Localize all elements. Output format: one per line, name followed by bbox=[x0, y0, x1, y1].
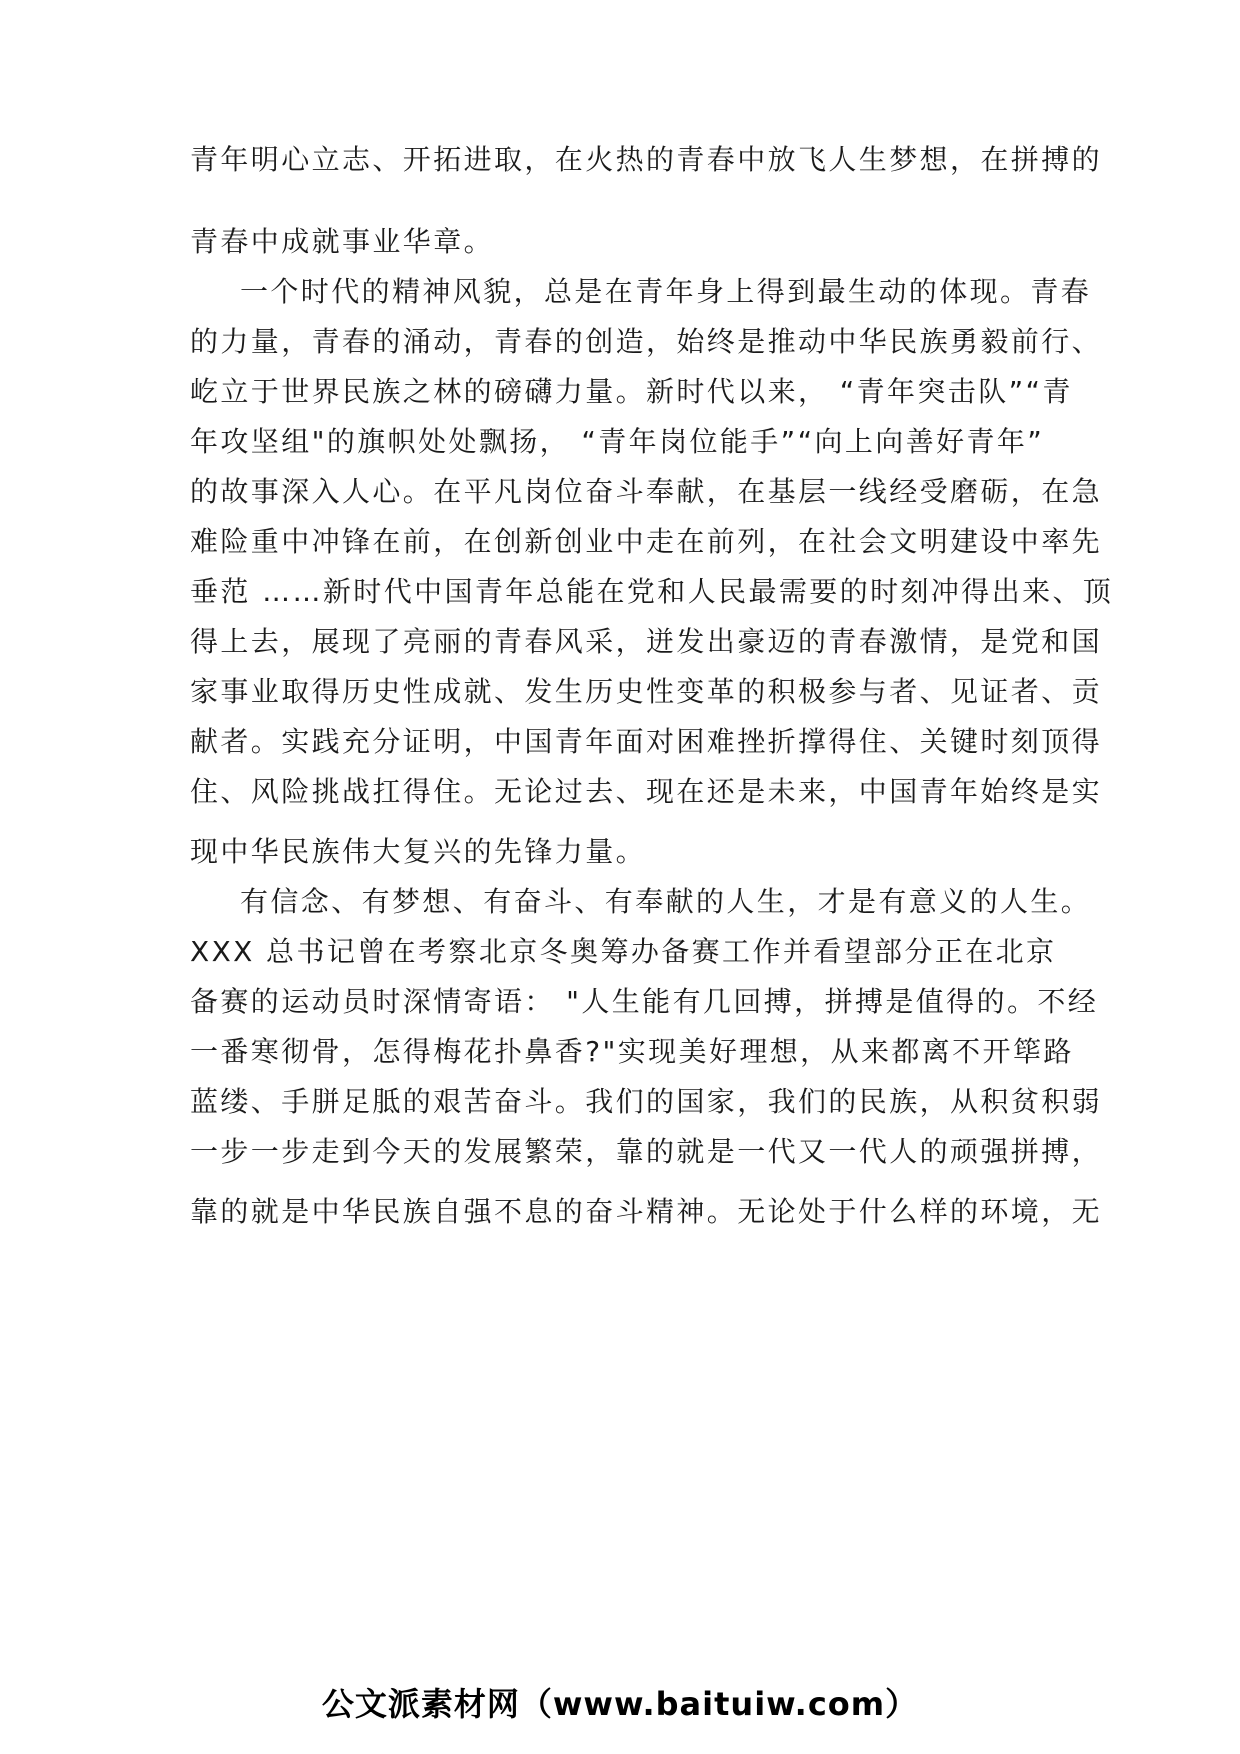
paragraph-line: 垂范 ……新时代中国青年总能在党和人民最需要的时刻冲得出来、顶 bbox=[190, 575, 1114, 608]
site-footer: 公文派素材网（www.baituiw.com） bbox=[321, 1685, 919, 1723]
paragraph-line: 青年明心立志、开拓进取，在火热的青春中放飞人生梦想，在拼搏的 bbox=[190, 143, 1103, 176]
paragraph-line: 一番寒彻骨，怎得梅花扑鼻香?"实现美好理想，从来都离不开筚路 bbox=[190, 1035, 1074, 1068]
paragraph-line: 一个时代的精神风貌，总是在青年身上得到最生动的体现。青春 bbox=[240, 275, 1092, 308]
paragraph-line: 备赛的运动员时深情寄语： "人生能有几回搏，拼搏是值得的。不经 bbox=[190, 985, 1099, 1018]
paragraph-line: 住、风险挑战扛得住。无论过去、现在还是未来，中国青年始终是实 bbox=[190, 775, 1103, 808]
paragraph-line: XXX 总书记曾在考察北京冬奥筹办备赛工作并看望部分正在北京 bbox=[190, 935, 1057, 968]
paragraph-line: 蓝缕、手胼足胝的艰苦奋斗。我们的国家，我们的民族，从积贫积弱 bbox=[190, 1085, 1103, 1118]
paragraph-line: 靠的就是中华民族自强不息的奋斗精神。无论处于什么样的环境，无 bbox=[190, 1195, 1103, 1228]
paragraph-line: 一步一步走到今天的发展繁荣，靠的就是一代又一代人的顽强拼搏， bbox=[190, 1135, 1103, 1168]
paragraph-line: 有信念、有梦想、有奋斗、有奉献的人生，才是有意义的人生。 bbox=[240, 885, 1092, 918]
paragraph-line: 献者。实践充分证明，中国青年面对困难挫折撑得住、关键时刻顶得 bbox=[190, 725, 1103, 758]
paragraph-line: 青春中成就事业华章。 bbox=[190, 225, 495, 258]
paragraph-line: 屹立于世界民族之林的磅礴力量。新时代以来， “青年突击队”“青 bbox=[190, 375, 1073, 408]
paragraph-line: 难险重中冲锋在前，在创新创业中走在前列，在社会文明建设中率先 bbox=[190, 525, 1103, 558]
paragraph-line: 得上去，展现了亮丽的青春风采，迸发出豪迈的青春激情，是党和国 bbox=[190, 625, 1103, 658]
paragraph-line: 年攻坚组"的旗帜处处飘扬， “青年岗位能手”“向上向善好青年” bbox=[190, 425, 1045, 458]
paragraph-line: 家事业取得历史性成就、发生历史性变革的积极参与者、见证者、贡 bbox=[190, 675, 1103, 708]
paragraph-line: 的故事深入人心。在平凡岗位奋斗奉献，在基层一线经受磨砺，在急 bbox=[190, 475, 1103, 508]
paragraph-line: 的力量，青春的涌动，青春的创造，始终是推动中华民族勇毅前行、 bbox=[190, 325, 1103, 358]
paragraph-line: 现中华民族伟大复兴的先锋力量。 bbox=[190, 835, 647, 868]
